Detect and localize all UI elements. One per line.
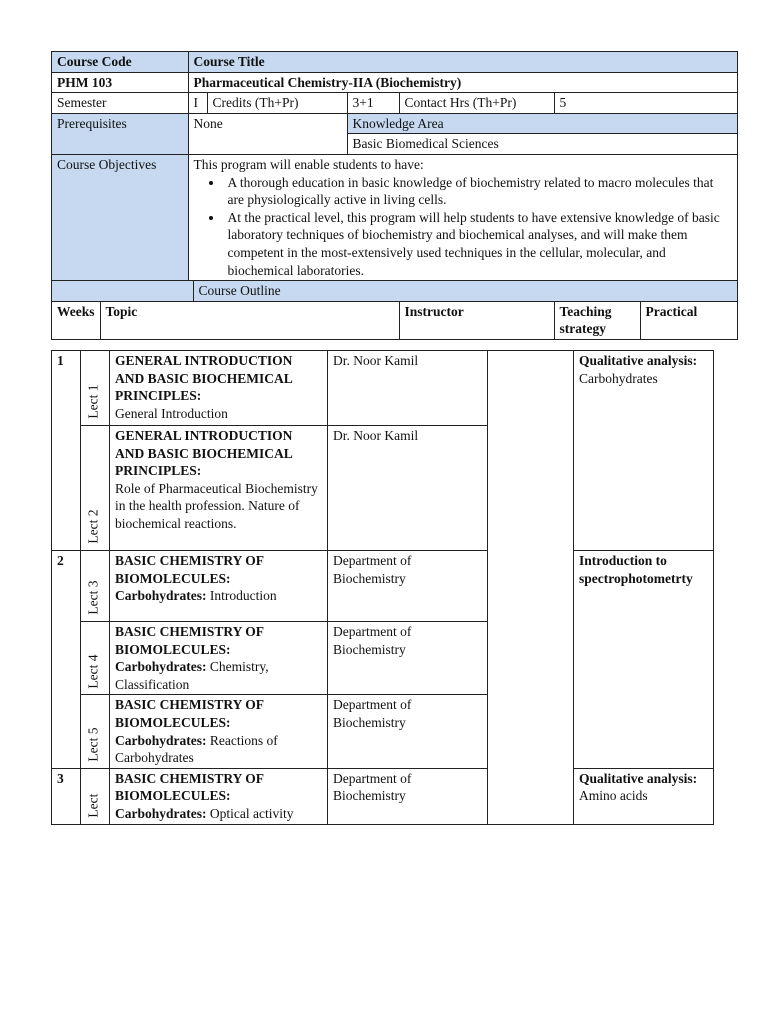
lecture-label: Lect	[85, 793, 101, 818]
table-row	[52, 351, 714, 426]
knowledge-area-label: Knowledge Area	[347, 113, 737, 134]
prerequisites-value: None	[188, 113, 347, 154]
practical-cell: Introduction to spectrophotometrty	[574, 551, 714, 769]
practical-header: Practical	[645, 303, 698, 319]
objectives-list	[194, 174, 732, 280]
topic-cell: BASIC CHEMISTRY OF BIOMOLECULES: Carbohydrates: Reactions of Carbohydrates	[110, 695, 328, 768]
credits-label: Credits (Th+Pr)	[212, 95, 299, 111]
topic-header: Topic	[100, 301, 399, 339]
objectives-intro: This program will enable students to have:	[193, 156, 424, 172]
topic-cell: BASIC CHEMISTRY OF BIOMOLECULES: Carbohydrates: Introduction	[110, 551, 328, 622]
objectives-label: Course Objectives	[52, 154, 189, 280]
outline-row	[52, 281, 738, 302]
knowledge-area-value: Basic Biomedical Sciences	[347, 134, 737, 155]
week-number: 1	[52, 351, 81, 551]
objectives-content	[188, 154, 737, 280]
course-table	[51, 51, 738, 340]
teaching-strategy-cell	[488, 351, 574, 825]
course-title: Pharmaceutical Chemistry-IIA (Biochemistry)	[188, 72, 737, 93]
lecture-label: Lect 2	[85, 509, 101, 544]
outline-table	[51, 350, 714, 825]
header-row	[52, 52, 738, 73]
instructor-cell: Dr. Noor Kamil	[328, 426, 488, 551]
topic-cell: GENERAL INTRODUCTION AND BASIC BIOCHEMICAL PRINCIPLES: General Introduction	[110, 351, 328, 426]
objective-item: • A thorough education in basic knowledge of biochemistry related to macro molecules that are physiologically active in living cells.	[224, 174, 732, 209]
semester-row	[52, 93, 738, 114]
objectives-row	[52, 154, 738, 280]
topic-cell: BASIC CHEMISTRY OF BIOMOLECULES: Carbohydrates: Chemistry, Classification	[110, 622, 328, 695]
instructor-cell: Department of Biochemistry	[328, 622, 488, 695]
weeks-header: Weeks	[52, 301, 101, 339]
course-outline-label: Course Outline	[193, 281, 737, 302]
credits-value: 3+1	[347, 93, 399, 114]
topic-cell: GENERAL INTRODUCTION AND BASIC BIOCHEMICAL PRINCIPLES: Role of Pharmaceutical Biochemistry in the health profession. Nature of biochemical reactions.	[110, 426, 328, 551]
table-row	[52, 551, 714, 622]
instructor-cell: Department of Biochemistry	[328, 695, 488, 768]
week-number: 2	[52, 551, 81, 769]
lecture-label: Lect 5	[85, 727, 101, 762]
prerequisites-label: Prerequisites	[52, 113, 189, 154]
semester-label: Semester	[52, 93, 189, 114]
lecture-label: Lect 4	[85, 654, 101, 689]
lecture-label: Lect 3	[85, 580, 101, 615]
instructor-cell: Department of Biochemistry	[328, 768, 488, 824]
semester-value: I	[189, 93, 208, 113]
contact-value: 5	[554, 93, 737, 114]
instructor-header: Instructor	[399, 301, 554, 339]
objective-item: • At the practical level, this program will help students to have extensive knowledge of basic laboratory techniques of biochemistry and biochemical analyses, and will make them competent in the most-extensively used techniques in the cellular, molecular, and biochemical laboratories.	[224, 209, 732, 279]
instructor-cell: Department of Biochemistry	[328, 551, 488, 622]
course-title-label: Course Title	[188, 52, 737, 73]
week-number: 3	[52, 768, 81, 824]
strategy-header: Teaching strategy	[555, 302, 641, 339]
lecture-label: Lect 1	[85, 384, 101, 419]
course-row	[52, 72, 738, 93]
table-row	[52, 768, 714, 824]
course-code-label: Course Code	[52, 52, 189, 73]
contact-label: Contact Hrs (Th+Pr)	[399, 93, 554, 114]
instructor-cell: Dr. Noor Kamil	[328, 351, 488, 426]
topic-cell: BASIC CHEMISTRY OF BIOMOLECULES: Carbohydrates: Optical activity	[110, 768, 328, 824]
outline-header-row	[52, 301, 738, 339]
course-code: PHM 103	[52, 72, 189, 93]
practical-cell: Qualitative analysis: Carbohydrates	[574, 351, 714, 551]
practical-cell: Qualitative analysis: Amino acids	[574, 768, 714, 824]
